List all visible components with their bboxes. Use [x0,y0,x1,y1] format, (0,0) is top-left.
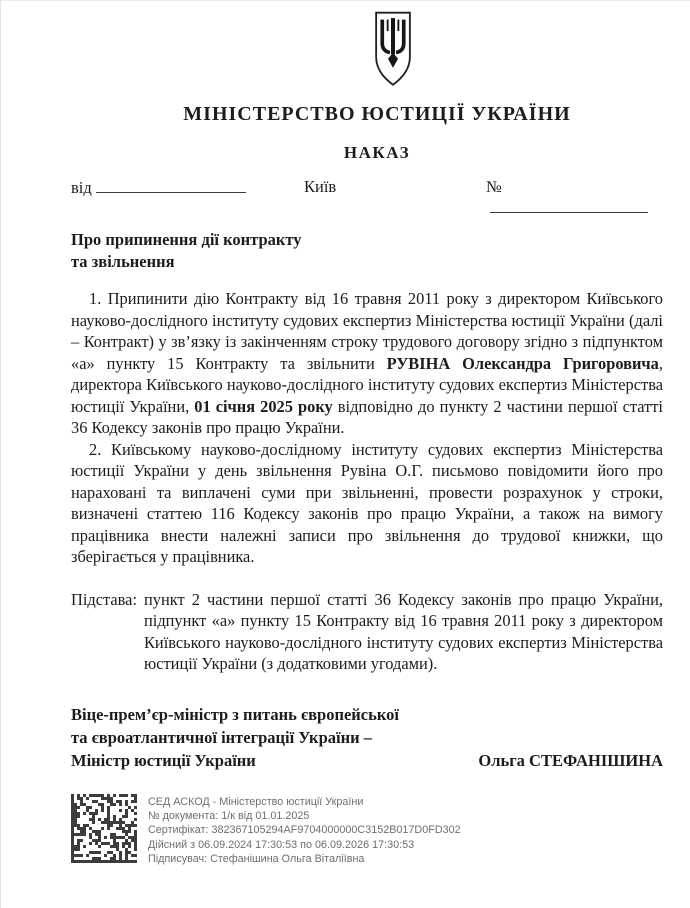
date-blank-line [96,177,246,193]
signer-name: Ольга СТЕФАНІШИНА [478,750,663,770]
stamp-docnumber-line: № документа: 1/к від 01.01.2025 [148,809,310,822]
stamp-validity-line: Дійсний з 06.09.2024 17:30:53 по 06.09.2026 17:30:53 [148,838,415,851]
emblem-wrap [370,11,416,88]
subject-line-2: та звільнення [71,252,175,271]
paragraph-1: 1. Припинити дію Контракту від 16 травня 2011 року з директором Київського науково-дослідного інституту судових експертиз Міністерства юстиції України (далі – Контракт) у зв’язку із закінченням строку трудового договору згідно з підпунктом «а» пункту 15 Контракту та звільнити РУВІНА Олександра Григоровича, директора Київського науково-дослідного інституту судових експертиз Міністерства юстиції України, 01 січня 2025 року відповідно до пункту 2 частини першої статті 36 Кодексу законів про працю України. [71,289,663,437]
signer-position-line-2: та євроатлантичної інтеграції України – [71,727,372,747]
number-field [486,177,663,218]
date-label: від [71,178,92,197]
stamp-certificate-line: Сертифікат: 382367105294AF9704000000C3152B017D0FD302 [148,824,461,837]
number-blank-line [490,197,648,213]
signature-block [71,703,663,772]
ministry-title: МІНІСТЕРСТВО ЮСТИЦІЇ УКРАЇНИ [183,103,571,125]
number-label: № [486,177,502,196]
signer-position-line-1: Віце-прем’єр-міністр з питань європейської [71,704,399,724]
signer-position [71,703,399,772]
electronic-signature-stamp [71,794,663,867]
signer-position-line-3: Міністр юстиції України [71,750,256,770]
basis-text: пункт 2 частини першої статті 36 Кодексу законів про працю України, підпункт «а» пункту 15 Контракту від 16 травня 2011 року з директором Київського науково-дослідного інституту судових експертиз Міністерства юстиції України (з додатковими угодами). [144,589,663,673]
subject-line-1: Про припинення дії контракту [71,230,302,249]
date-field [71,177,246,198]
paragraph-2: 2. Київському науково-дослідному інституту судових експертиз Міністерства юстиції України у день звільнення Рувіна О.Г. письмово повідомити його про нараховані та виплачені суми при звільненні, провести розрахунок у строки, визначені статтею 116 Кодексу законів про працю України, а також на вимогу працівника внести належні записи про звільнення до трудової книжки, що зберігається у працівника. [71,439,663,566]
qr-code [71,794,137,863]
subject-heading [71,229,663,273]
document-meta-row [71,177,663,203]
basis-label: Підстава: [71,589,137,609]
basis-block [71,589,663,675]
ukraine-trident-emblem [370,11,416,88]
stamp-text [148,794,461,867]
stamp-signer-line: Підписувач: Стефанішина Ольга Віталіївна [148,853,365,866]
stamp-system-line: СЕД АСКОД - Міністерство юстиції України [148,795,364,808]
document-type-title: НАКАЗ [343,143,411,162]
city-label: Київ [304,177,337,196]
